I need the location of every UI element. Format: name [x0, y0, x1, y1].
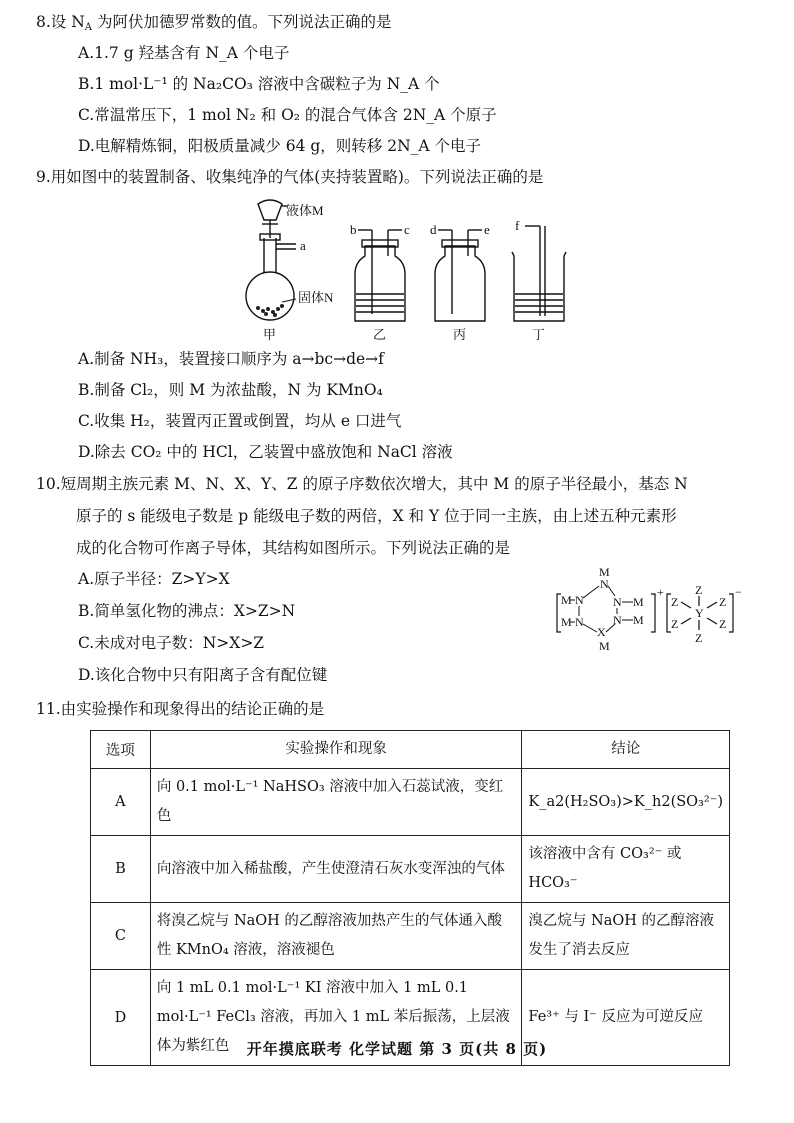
- row-option: A: [91, 769, 151, 836]
- charge-minus: −: [735, 585, 742, 599]
- row-option: C: [91, 903, 151, 970]
- q9-option-c: C.收集 H₂，装置丙正置或倒置，均从 e 口进气: [78, 412, 402, 430]
- q9-stem: 9.用如图中的装置制备、收集纯净的气体(夹持装置略)。下列说法正确的是: [36, 168, 544, 186]
- q10-option-c: C.未成对电子数：N>X>Z: [78, 634, 265, 652]
- q8-option-b: B.1 mol·L⁻¹ 的 Na₂CO₃ 溶液中含碳粒子为 N_A 个: [78, 75, 440, 93]
- q8-option-c: C.常温常压下，1 mol N₂ 和 O₂ 的混合气体含 2N_A 个原子: [78, 106, 497, 124]
- q10-option-d: D.该化合物中只有阳离子含有配位键: [78, 666, 328, 684]
- atom-m-right-2: M: [633, 613, 644, 627]
- charge-plus: +: [657, 585, 664, 599]
- bottle-bing: [435, 246, 485, 321]
- q10-stem-line-1: 10.短周期主族元素 M、N、X、Y、Z 的原子序数依次增大，其中 M 的原子半径最小，基态 N: [36, 475, 688, 493]
- row-conclusion: 该溶液中含有 CO₃²⁻ 或 HCO₃⁻: [522, 836, 730, 903]
- label-port-b: b: [350, 222, 357, 237]
- row-conclusion: 溴乙烷与 NaOH 的乙醇溶液发生了消去反应: [522, 903, 730, 970]
- atom-n-left-1: N: [575, 593, 584, 607]
- label-port-a: a: [300, 238, 306, 253]
- q11-stem: 11.由实验操作和现象得出的结论正确的是: [36, 700, 325, 718]
- atom-z-right-1: Z: [719, 595, 727, 609]
- atom-m-left-2: M: [561, 615, 572, 629]
- flask-bulb: [246, 272, 294, 320]
- atom-n-right-1: N: [613, 595, 622, 609]
- ionic-structure-figure: [553, 566, 743, 656]
- atom-z-top: Z: [695, 583, 703, 597]
- apparatus-figure: [230, 196, 570, 341]
- row-operation: 向 0.1 mol·L⁻¹ NaHSO₃ 溶液中加入石蕊试液，变红色: [150, 769, 522, 836]
- q8-option-d: D.电解精炼铜，阳极质量减少 64 g，则转移 2N_A 个电子: [78, 137, 482, 155]
- table-row: [91, 769, 730, 836]
- label-port-f: f: [515, 218, 520, 233]
- bottle-yi: [355, 246, 405, 321]
- atom-m-top: M: [599, 566, 610, 579]
- q9-option-b: B.制备 Cl₂，则 M 为浓盐酸，N 为 KMnO₄: [78, 381, 383, 399]
- beaker-ding: [512, 252, 566, 321]
- label-solid-n: 固体N: [298, 290, 334, 305]
- q10-option-b: B.简单氢化物的沸点：X>Z>N: [78, 602, 296, 620]
- q8-option-a: A.1.7 g 羟基含有 N_A 个电子: [78, 44, 290, 62]
- q10-stem-line-2: 原子的 s 能级电子数是 p 能级电子数的两倍，X 和 Y 位于同一主族，由上述五种元素形: [76, 507, 677, 525]
- header-operation: 实验操作和现象: [150, 731, 522, 769]
- atom-n-top: N: [600, 577, 609, 591]
- row-conclusion: K_a2(H₂SO₃)>K_h2(SO₃²⁻): [522, 769, 730, 836]
- label-yi: 乙: [373, 327, 387, 341]
- atom-z-right-2: Z: [719, 617, 727, 631]
- table-row: [91, 836, 730, 903]
- label-bing: 丙: [453, 327, 467, 341]
- q8-stem: 8.设 $N_A$ 为阿伏加德罗常数的值。下列说法正确的是: [36, 13, 392, 33]
- atom-z-left-2: Z: [671, 617, 679, 631]
- atom-m-bottom: M: [599, 639, 610, 653]
- atom-n-right-2: N: [613, 613, 622, 627]
- q9-option-d: D.除去 CO₂ 中的 HCl，乙装置中盛放饱和 NaCl 溶液: [78, 443, 453, 461]
- label-port-d: d: [430, 222, 437, 237]
- row-option: B: [91, 836, 151, 903]
- separatory-funnel: [258, 200, 282, 220]
- atom-m-right-1: M: [633, 595, 644, 609]
- table-header-row: [91, 731, 730, 769]
- header-conclusion: 结论: [522, 731, 730, 769]
- row-operation: 将溴乙烷与 NaOH 的乙醇溶液加热产生的气体通入酸性 KMnO₄ 溶液，溶液褪色: [150, 903, 522, 970]
- atom-m-left-1: M: [561, 593, 572, 607]
- row-operation: 向溶液中加入稀盐酸，产生使澄清石灰水变浑浊的气体: [150, 836, 522, 903]
- atom-z-left-1: Z: [671, 595, 679, 609]
- header-option: 选项: [91, 731, 151, 769]
- atom-z-bottom: Z: [695, 631, 703, 645]
- q9-option-a: A.制备 NH₃，装置接口顺序为 a→bc→de→f: [78, 350, 384, 368]
- label-port-c: c: [404, 222, 410, 237]
- atom-x: X: [597, 625, 606, 639]
- q10-stem-line-3: 成的化合物可作离子导体，其结构如图所示。下列说法正确的是: [76, 539, 511, 557]
- experiment-table: [90, 730, 730, 1066]
- table-row: [91, 903, 730, 970]
- label-jia: 甲: [263, 327, 277, 341]
- page-footer: 开年摸底联考 化学试题 第 3 页(共 8 页): [246, 1040, 548, 1058]
- label-port-e: e: [484, 222, 490, 237]
- row-option: D: [91, 970, 151, 1066]
- row-operation: 向 1 mL 0.1 mol·L⁻¹ KI 溶液中加入 1 mL 0.1 mol·L⁻¹ FeCl₃ 溶液，再加入 1 mL 苯后振荡，上层液体为紫红色: [150, 970, 522, 1066]
- atom-n-left-2: N: [575, 615, 584, 629]
- label-liquid-m: 液体M: [286, 203, 324, 218]
- atom-y: Y: [695, 606, 704, 620]
- label-ding: 丁: [532, 327, 546, 341]
- q10-option-a: A.原子半径：Z>Y>X: [78, 570, 230, 588]
- row-conclusion: Fe³⁺ 与 I⁻ 反应为可逆反应: [522, 970, 730, 1066]
